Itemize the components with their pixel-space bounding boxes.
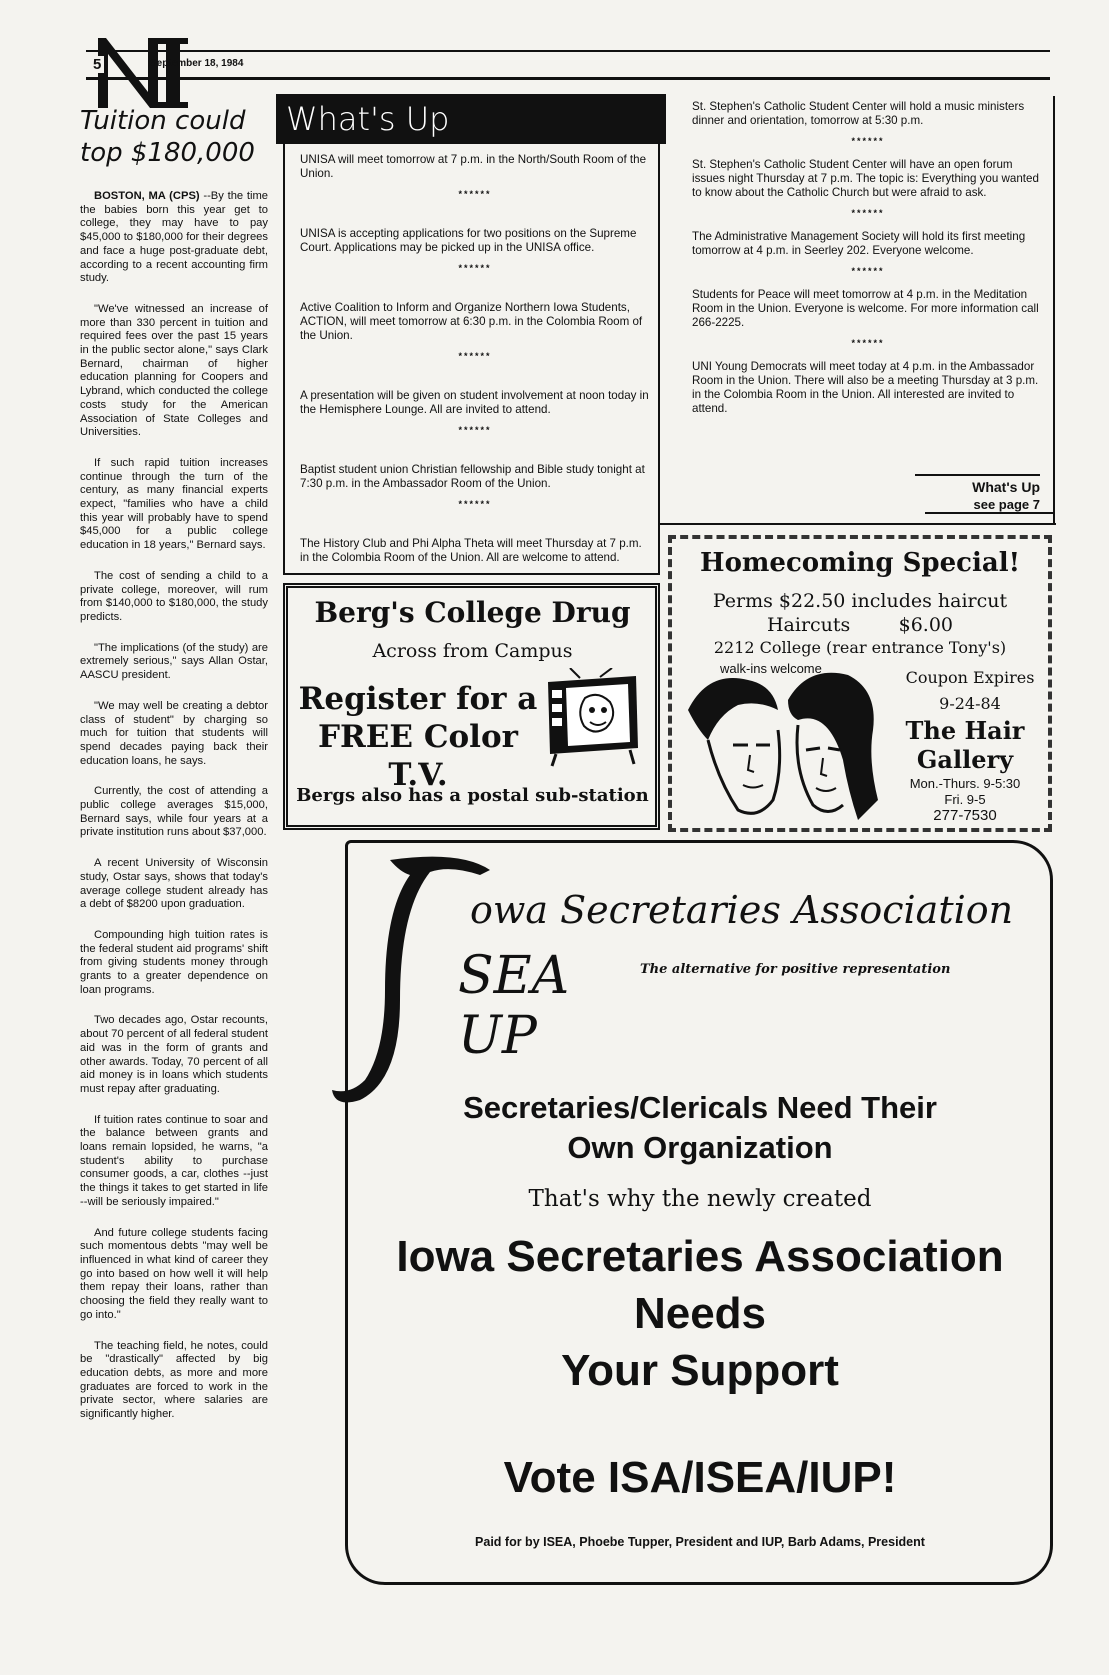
hair-name-line: The Hair (905, 716, 1025, 745)
hair-hours (885, 776, 1045, 824)
headline-line: Your Support (561, 1346, 839, 1395)
whats-up-header: What's Up (276, 94, 666, 144)
whats-up-item: The History Club and Phi Alpha Theta will meet Thursday at 7 p.m. in the Colombia Room of the Union. All are welcome to attend. (300, 537, 642, 564)
article-paragraph: "We may well be creating a debtor class of student" by charging so much for tuition that students will spend decades paying back their education loans, he says. (80, 699, 268, 767)
whats-up-continued[interactable] (915, 474, 1040, 514)
whats-up-item: UNISA is accepting applications for two positions on the Supreme Court. Applications may be picked up in the UNISA office. (300, 227, 637, 254)
whats-up-item: A presentation will be given on student involvement at noon today in the Hemisphere Lounge. All are invited to attend. (300, 389, 649, 416)
separator: ****** (458, 425, 492, 435)
isa-vote: Vote ISA/ISEA/IUP! (503, 1453, 897, 1502)
issue-date: September 18, 1984 (150, 58, 244, 69)
hours-line: Fri. 9-5 (944, 792, 986, 807)
hair-gallery-name (885, 716, 1045, 774)
hair-name-line: Gallery (916, 745, 1014, 774)
separator: ****** (458, 351, 492, 361)
whats-up-left-column (300, 153, 650, 571)
headline-line: Own Organization (567, 1130, 833, 1165)
continued-rule (925, 512, 1053, 514)
separator: ****** (458, 189, 492, 199)
headline-line: Secretaries/Clericals Need Their (463, 1090, 937, 1125)
article-dateline: BOSTON, MA (CPS) (94, 190, 200, 202)
whats-up-item: UNI Young Democrats will meet today at 4 p.m. in the Ambassador Room in the Union. There will also be a meeting Thursday at 3 p.m. in the Colombia Room in the Union. All interested are invited to attend. (692, 360, 1039, 415)
article-paragraph: Compounding high tuition rates is the federal student aid programs' shift from giving students money through grants to a greater dependence on loan programs. (80, 928, 268, 996)
article-paragraph: If tuition rates continue to soar and the balance between grants and loans remain lopsided, he warns, "a student's ability to purchase consumer goods, a car, clothes --just the things it takes to get started in life --will be seriously impaired." (80, 1113, 268, 1208)
whats-up-item: St. Stephen's Catholic Student Center will hold a music ministers dinner and orientation, tomorrow at 5:30 p.m. (692, 100, 1025, 127)
article-paragraph: The teaching field, he notes, could be "drastically" affected by big education debts, as more and more graduates are forced to work in the private sector, where salaries are significantly higher. (80, 1339, 268, 1421)
separator: ****** (851, 136, 885, 146)
bergs-offer-line: Register for a (298, 681, 538, 717)
article-paragraph: And future college students facing such momentous debts "may well be influenced in what kind of career they go into based on how well it will help them repay their loans, rather than choosing the field they really want to go into." (80, 1226, 268, 1321)
whats-up-right-column (692, 100, 1044, 422)
hours-line: Mon.-Thurs. 9-5:30 (909, 776, 1021, 791)
separator: ****** (458, 263, 492, 273)
article-paragraph: A recent University of Wisconsin study, Ostar says, shows that today's average college student already has a debt of $8200 upon graduation. (80, 857, 268, 911)
bergs-offer (298, 680, 538, 794)
hair-perms: Perms $22.50 includes haircut (712, 590, 1008, 612)
isa-up: UP (458, 1006, 537, 1066)
article-paragraph: "We've witnessed an increase of more than 330 percent in tuition and required fees over the past 15 years in the public sector alone," says Clark Bernard, chairman of higher education planning for Coopers and Lybrand, which conducted the college costs study for the American Association of State Colleges and Universities. (80, 302, 268, 439)
coupon-label: Coupon Expires (905, 668, 1035, 687)
hair-phone: 277-7530 (933, 807, 997, 824)
isa-sea: SEA (458, 946, 570, 1006)
isa-tagline: The alternative for positive representation (640, 962, 951, 977)
continued-title: What's Up (972, 479, 1040, 495)
coupon-date: 9-24-84 (939, 694, 1001, 713)
masthead-rule-top (86, 50, 1050, 52)
hair-haircuts: Haircuts $6.00 (766, 614, 954, 636)
separator: ****** (851, 338, 885, 348)
bergs-extra: Bergs also has a postal sub-station (296, 785, 649, 806)
article-title: Tuition could top $180,000 (80, 106, 255, 168)
page-number: 5 (90, 56, 104, 73)
bergs-offer-line: FREE Color T.V. (318, 719, 518, 793)
article-paragraph: "The implications (of the study) are extremely serious," says Allan Ostar, AASCU president. (80, 641, 268, 682)
faces-illustration (678, 670, 883, 820)
ni-logo (88, 30, 208, 110)
whats-up-item: Students for Peace will meet tomorrow at 4 p.m. in the Meditation Room in the Union. Everyone is welcome. For more information call 266-2225. (692, 288, 1039, 329)
whats-up-item: St. Stephen's Catholic Student Center will have an open forum issues night Thursday at 7 p.m. The topic is: Everything you wanted to know about the Catholic Church but were afraid to ask. (692, 158, 1039, 199)
separator: ****** (851, 266, 885, 276)
article-paragraph: BOSTON, MA (CPS) --By the time the babies born this year get to college, they may have to pay $45,000 to $180,000 for their degrees and face a huge post-graduate debt, according to a recent accounting firm study. (80, 190, 268, 285)
article-paragraph: If such rapid tuition increases continue through the turn of the century, as many financial experts expect, "families who have a child this year will probably have to spend $45,000 for a public college education in 18 years," Bernard says. (80, 456, 268, 552)
headline-line: Needs (633, 1289, 767, 1338)
bergs-name: Berg's College Drug (314, 596, 631, 629)
tv-icon (540, 668, 644, 768)
hair-coupon (895, 665, 1045, 717)
isa-paid-for: Paid for by ISEA, Phoebe Tupper, President and IUP, Barb Adams, President (475, 1535, 925, 1549)
masthead-rule-bottom (86, 77, 1050, 80)
separator: ****** (851, 208, 885, 218)
hair-walkins: walk-ins welcome (720, 661, 822, 676)
article-paragraph: The cost of sending a child to a private college, moreover, will rum from $140,000 to $180,000, the study predicts. (80, 569, 268, 623)
article-paragraph: Two decades ago, Ostar recounts, about 70 percent of all federal student aid was in the form of grants and other awards. Today, 70 percent of all aid money is in loans which students must repay after graduating. (80, 1014, 268, 1095)
whats-up-item: UNISA will meet tomorrow at 7 p.m. in the North/South Room of the Union. (300, 153, 647, 180)
article-body (80, 190, 268, 1439)
whats-up-rule (660, 523, 1056, 525)
continued-page: see page 7 (973, 497, 1040, 512)
isa-title: owa Secretaries Association (470, 888, 1014, 932)
hair-address: 2212 College (rear entrance Tony's) (713, 638, 1007, 657)
isa-headline-1 (360, 1088, 1040, 1168)
bergs-location: Across from Campus (372, 640, 573, 662)
whats-up-item: The Administrative Management Society will hold its first meeting tomorrow at 4 p.m. in Seerley 202. Everyone welcome. (692, 230, 1026, 257)
hair-title: Homecoming Special! (700, 548, 1020, 578)
whats-up-item: Active Coalition to Inform and Organize Northern Iowa Students, ACTION, will meet tomorrow at 6:30 p.m. in the Colombia Room of the Union. (300, 301, 643, 342)
whats-up-item: Baptist student union Christian fellowship and Bible study tonight at 7:30 p.m. in the Ambassador Room of the Union. (300, 463, 645, 490)
article-paragraph: Currently, the cost of attending a public college averages $15,000, Bernard says, while four years at a private institution runs about $37,000. (80, 785, 268, 839)
separator: ****** (458, 499, 492, 509)
isa-headline-3 (360, 1228, 1040, 1399)
headline-line: Iowa Secretaries Association (396, 1232, 1004, 1281)
isa-headline-2: That's why the newly created (528, 1186, 872, 1212)
